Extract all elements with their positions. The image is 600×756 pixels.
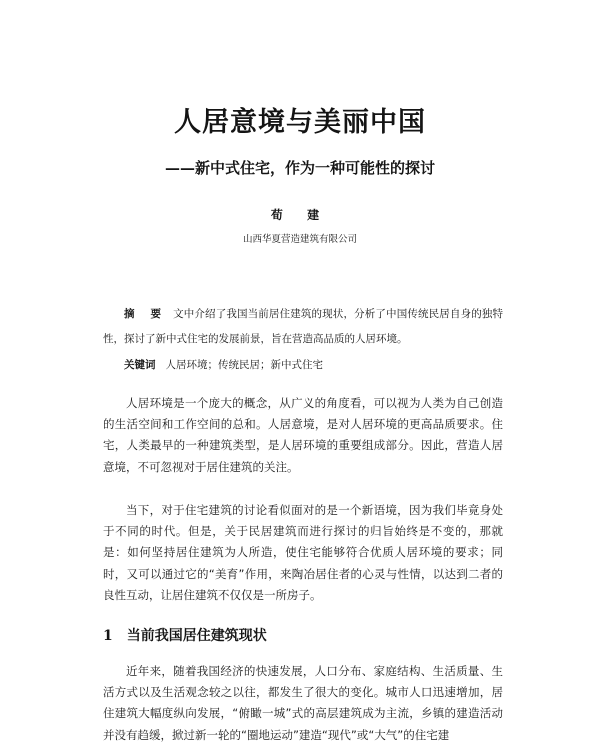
paper-title: 人居意境与美丽中国 <box>174 107 426 138</box>
keywords-text: 人居环境；传统民居；新中式住宅 <box>165 359 323 371</box>
abstract-text: 文中介绍了我国当前居住建筑的现状，分析了中国传统民居自身的独特性，探讨了新中式住宅的发展前景，旨在营造高品质的人居环境。 <box>103 308 504 345</box>
body-paragraph: 当下，对于住宅建筑的讨论看似面对的是一个新语境，因为我们毕竟身处于不同的时代。但是，关于民居建筑而进行探讨的归旨始终是不变的，那就是：如何坚持居住建筑为人所造，使住宅能够符合优质人居环境的要求；同时，又可以通过它的“美育”作用，来陶冶居住者的心灵与性情，以达到二者的良性互动，让居住建筑不仅仅是一所房子。 <box>103 503 503 602</box>
section-paragraph: 近年来，随着我国经济的快速发展，人口分布、家庭结构、生活质量、生活方式以及生活观念较之以往，都发生了很大的变化。城市人口迅速增加，居住建筑大幅度纵向发展，“俯瞰一城”式的高层建筑成为主流，乡镇的建造活动并没有趋缓，掀过新一轮的“圈地运动”建造“现代”或“大气”的住宅建 <box>103 664 503 742</box>
author-name: 荀 建 <box>270 208 330 222</box>
abstract-label: 摘 要 <box>124 308 168 320</box>
section-heading <box>103 626 503 646</box>
abstract <box>103 302 503 352</box>
section-number: 1 <box>103 628 113 644</box>
author-affiliation: 山西华夏营造建筑有限公司 <box>242 234 357 245</box>
keywords <box>103 357 503 373</box>
keywords-label: 关键词 <box>124 359 156 371</box>
body-paragraph: 人居环境是一个庞大的概念，从广义的角度看，可以视为人类为自己创造的生活空间和工作空间的总和。人居意境，是对人居环境的更高品质要求。住宅，人类最早的一种建筑类型，是人居环境的重要组成部分。因此，营造人居意境，不可忽视对于居住建筑的关注。 <box>103 396 503 474</box>
section-title: 当前我国居住建筑现状 <box>126 628 267 644</box>
paper-subtitle: ——新中式住宅，作为一种可能性的探讨 <box>164 159 435 177</box>
